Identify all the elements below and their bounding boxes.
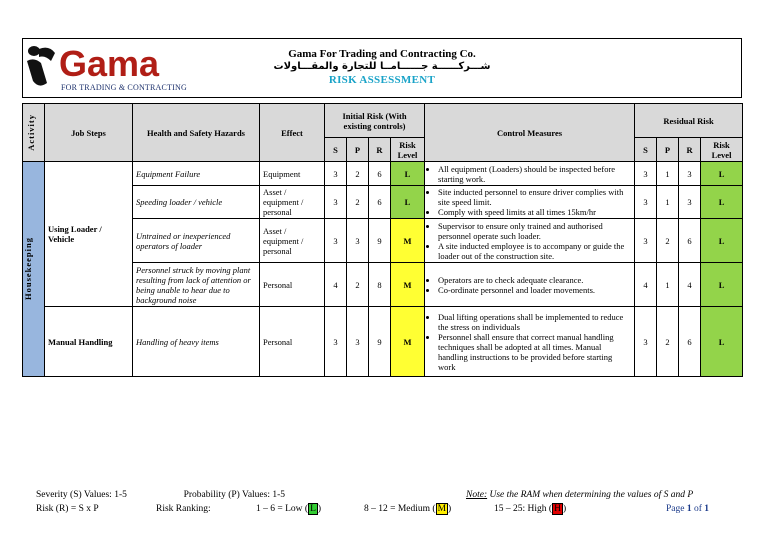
control-item: • Site inducted personnel to ensure driver complies with site speed limit. <box>438 187 631 207</box>
header-residual-risk: Residual Risk <box>635 104 743 138</box>
control-measures <box>425 219 635 263</box>
residual-risk: 6 <box>679 219 701 263</box>
residual-severity: 3 <box>635 307 657 377</box>
residual-risk: 6 <box>679 307 701 377</box>
medium-badge: M <box>437 504 447 514</box>
control-item: • Dual lifting operations shall be implemented to reduce the stress on individuals <box>438 312 631 332</box>
residual-probability: 1 <box>657 186 679 219</box>
header-control-measures: Control Measures <box>425 104 635 162</box>
risk: 6 <box>369 162 391 186</box>
residual-severity: 3 <box>635 186 657 219</box>
document-header <box>22 38 742 98</box>
logo-subtitle: FOR TRADING & CONTRACTING <box>61 83 187 92</box>
hazard: Speeding loader / vehicle <box>133 186 260 219</box>
header-hazards: Health and Safety Hazards <box>133 104 260 162</box>
risk-level: M <box>391 307 425 377</box>
control-item: • Comply with speed limits at all times 15km/hr <box>438 207 631 217</box>
header-s: S <box>325 138 347 162</box>
risk: 6 <box>369 186 391 219</box>
page-number: Page 1 of 1 <box>666 504 710 514</box>
job-step: Using Loader / Vehicle <box>45 162 133 307</box>
hazard: Equipment Failure <box>133 162 260 186</box>
control-item: • All equipment (Loaders) should be inspected before starting work. <box>438 164 631 184</box>
probability: 3 <box>347 307 369 377</box>
header-residual-s: S <box>635 138 657 162</box>
control-measures <box>425 186 635 219</box>
header-job-steps: Job Steps <box>45 104 133 162</box>
activity-cell: Housekeeping <box>23 162 45 377</box>
probability: 2 <box>347 186 369 219</box>
control-measures <box>425 162 635 186</box>
residual-probability: 2 <box>657 307 679 377</box>
probability: 2 <box>347 263 369 307</box>
risk-level: M <box>391 263 425 307</box>
risk: 9 <box>369 219 391 263</box>
severity: 3 <box>325 186 347 219</box>
residual-risk: 3 <box>679 186 701 219</box>
note-text: Use the RAM when determining the values of S and P <box>489 490 694 500</box>
severity: 3 <box>325 162 347 186</box>
ranking-low: 1 – 6 = Low ( L ) <box>256 504 322 514</box>
residual-severity: 3 <box>635 162 657 186</box>
low-badge: L <box>310 504 316 514</box>
effect: Asset / equipment / personal <box>260 219 325 263</box>
header-residual-risk-level: Risk Level <box>701 138 743 162</box>
header-effect: Effect <box>260 104 325 162</box>
residual-risk: 4 <box>679 263 701 307</box>
severity: 4 <box>325 263 347 307</box>
hazard: Personnel struck by moving plant resulting from lack of attention or being unable to hear due to background noise <box>133 263 260 307</box>
probability: 2 <box>347 162 369 186</box>
severity-values: Severity (S) Values: 1-5 <box>36 490 127 500</box>
residual-risk: 3 <box>679 162 701 186</box>
effect: Asset / equipment / personal <box>260 186 325 219</box>
probability-values: Probability (P) Values: 1-5 <box>183 490 286 500</box>
residual-probability: 1 <box>657 162 679 186</box>
residual-risk-level: L <box>701 307 743 377</box>
high-badge: H <box>554 504 561 514</box>
header-residual-r: R <box>679 138 701 162</box>
ranking-medium: 8 – 12 = Medium ( M ) <box>364 504 452 514</box>
residual-severity: 3 <box>635 219 657 263</box>
header-p: P <box>347 138 369 162</box>
control-item: • Personnel shall ensure that correct manual handling techniques shall be adopted at all times. Manual handling instructions to be provided before starting work <box>438 332 631 372</box>
document-title: RISK ASSESSMENT <box>328 74 436 86</box>
hazard: Untrained or inexperienced operators of loader <box>133 219 260 263</box>
effect: Equipment <box>260 162 325 186</box>
control-item: • Supervisor to ensure only trained and authorised personnel operate such loader. <box>438 221 631 241</box>
header-residual-p: P <box>657 138 679 162</box>
control-measures <box>425 307 635 377</box>
risk-level: L <box>391 186 425 219</box>
header-initial-risk: Initial Risk (With existing controls) <box>325 104 425 138</box>
severity: 3 <box>325 219 347 263</box>
residual-severity: 4 <box>635 263 657 307</box>
company-name-arabic: شـــركــــــة جــــــامــا للتجارة والمقـــاولات <box>273 61 491 72</box>
footer-values-line <box>36 490 736 500</box>
risk-level: M <box>391 219 425 263</box>
company-name: Gama For Trading and Contracting Co. <box>288 48 476 60</box>
control-item: • Co-ordinate personnel and loader movements. <box>438 285 631 295</box>
table-row <box>23 307 743 377</box>
control-item: • A site inducted employee is to accompany or guide the loader out of the construction site. <box>438 241 631 261</box>
risk: 8 <box>369 263 391 307</box>
risk-assessment-table <box>22 103 743 377</box>
table-row <box>23 162 743 186</box>
header-risk-level: Risk Level <box>391 138 425 162</box>
job-step: Manual Handling <box>45 307 133 377</box>
residual-probability: 2 <box>657 219 679 263</box>
risk-formula: Risk (R) = S x P <box>36 504 99 514</box>
control-measures <box>425 263 635 307</box>
header-activity: Activity <box>23 104 45 162</box>
residual-probability: 1 <box>657 263 679 307</box>
effect: Personal <box>260 263 325 307</box>
logo-text: Gama <box>59 43 160 84</box>
control-item: • Operators are to check adequate clearance. <box>438 275 631 285</box>
residual-risk-level: L <box>701 186 743 219</box>
severity: 3 <box>325 307 347 377</box>
note-label: Note: <box>466 490 488 500</box>
ranking-label: Risk Ranking: <box>156 504 211 514</box>
header-r: R <box>369 138 391 162</box>
risk-level: L <box>391 162 425 186</box>
hazard: Handling of heavy items <box>133 307 260 377</box>
footer-ranking-line <box>36 504 736 514</box>
probability: 3 <box>347 219 369 263</box>
residual-risk-level: L <box>701 162 743 186</box>
effect: Personal <box>260 307 325 377</box>
risk: 9 <box>369 307 391 377</box>
residual-risk-level: L <box>701 263 743 307</box>
ranking-high: 15 – 25: High ( H ) <box>494 504 567 514</box>
residual-risk-level: L <box>701 219 743 263</box>
